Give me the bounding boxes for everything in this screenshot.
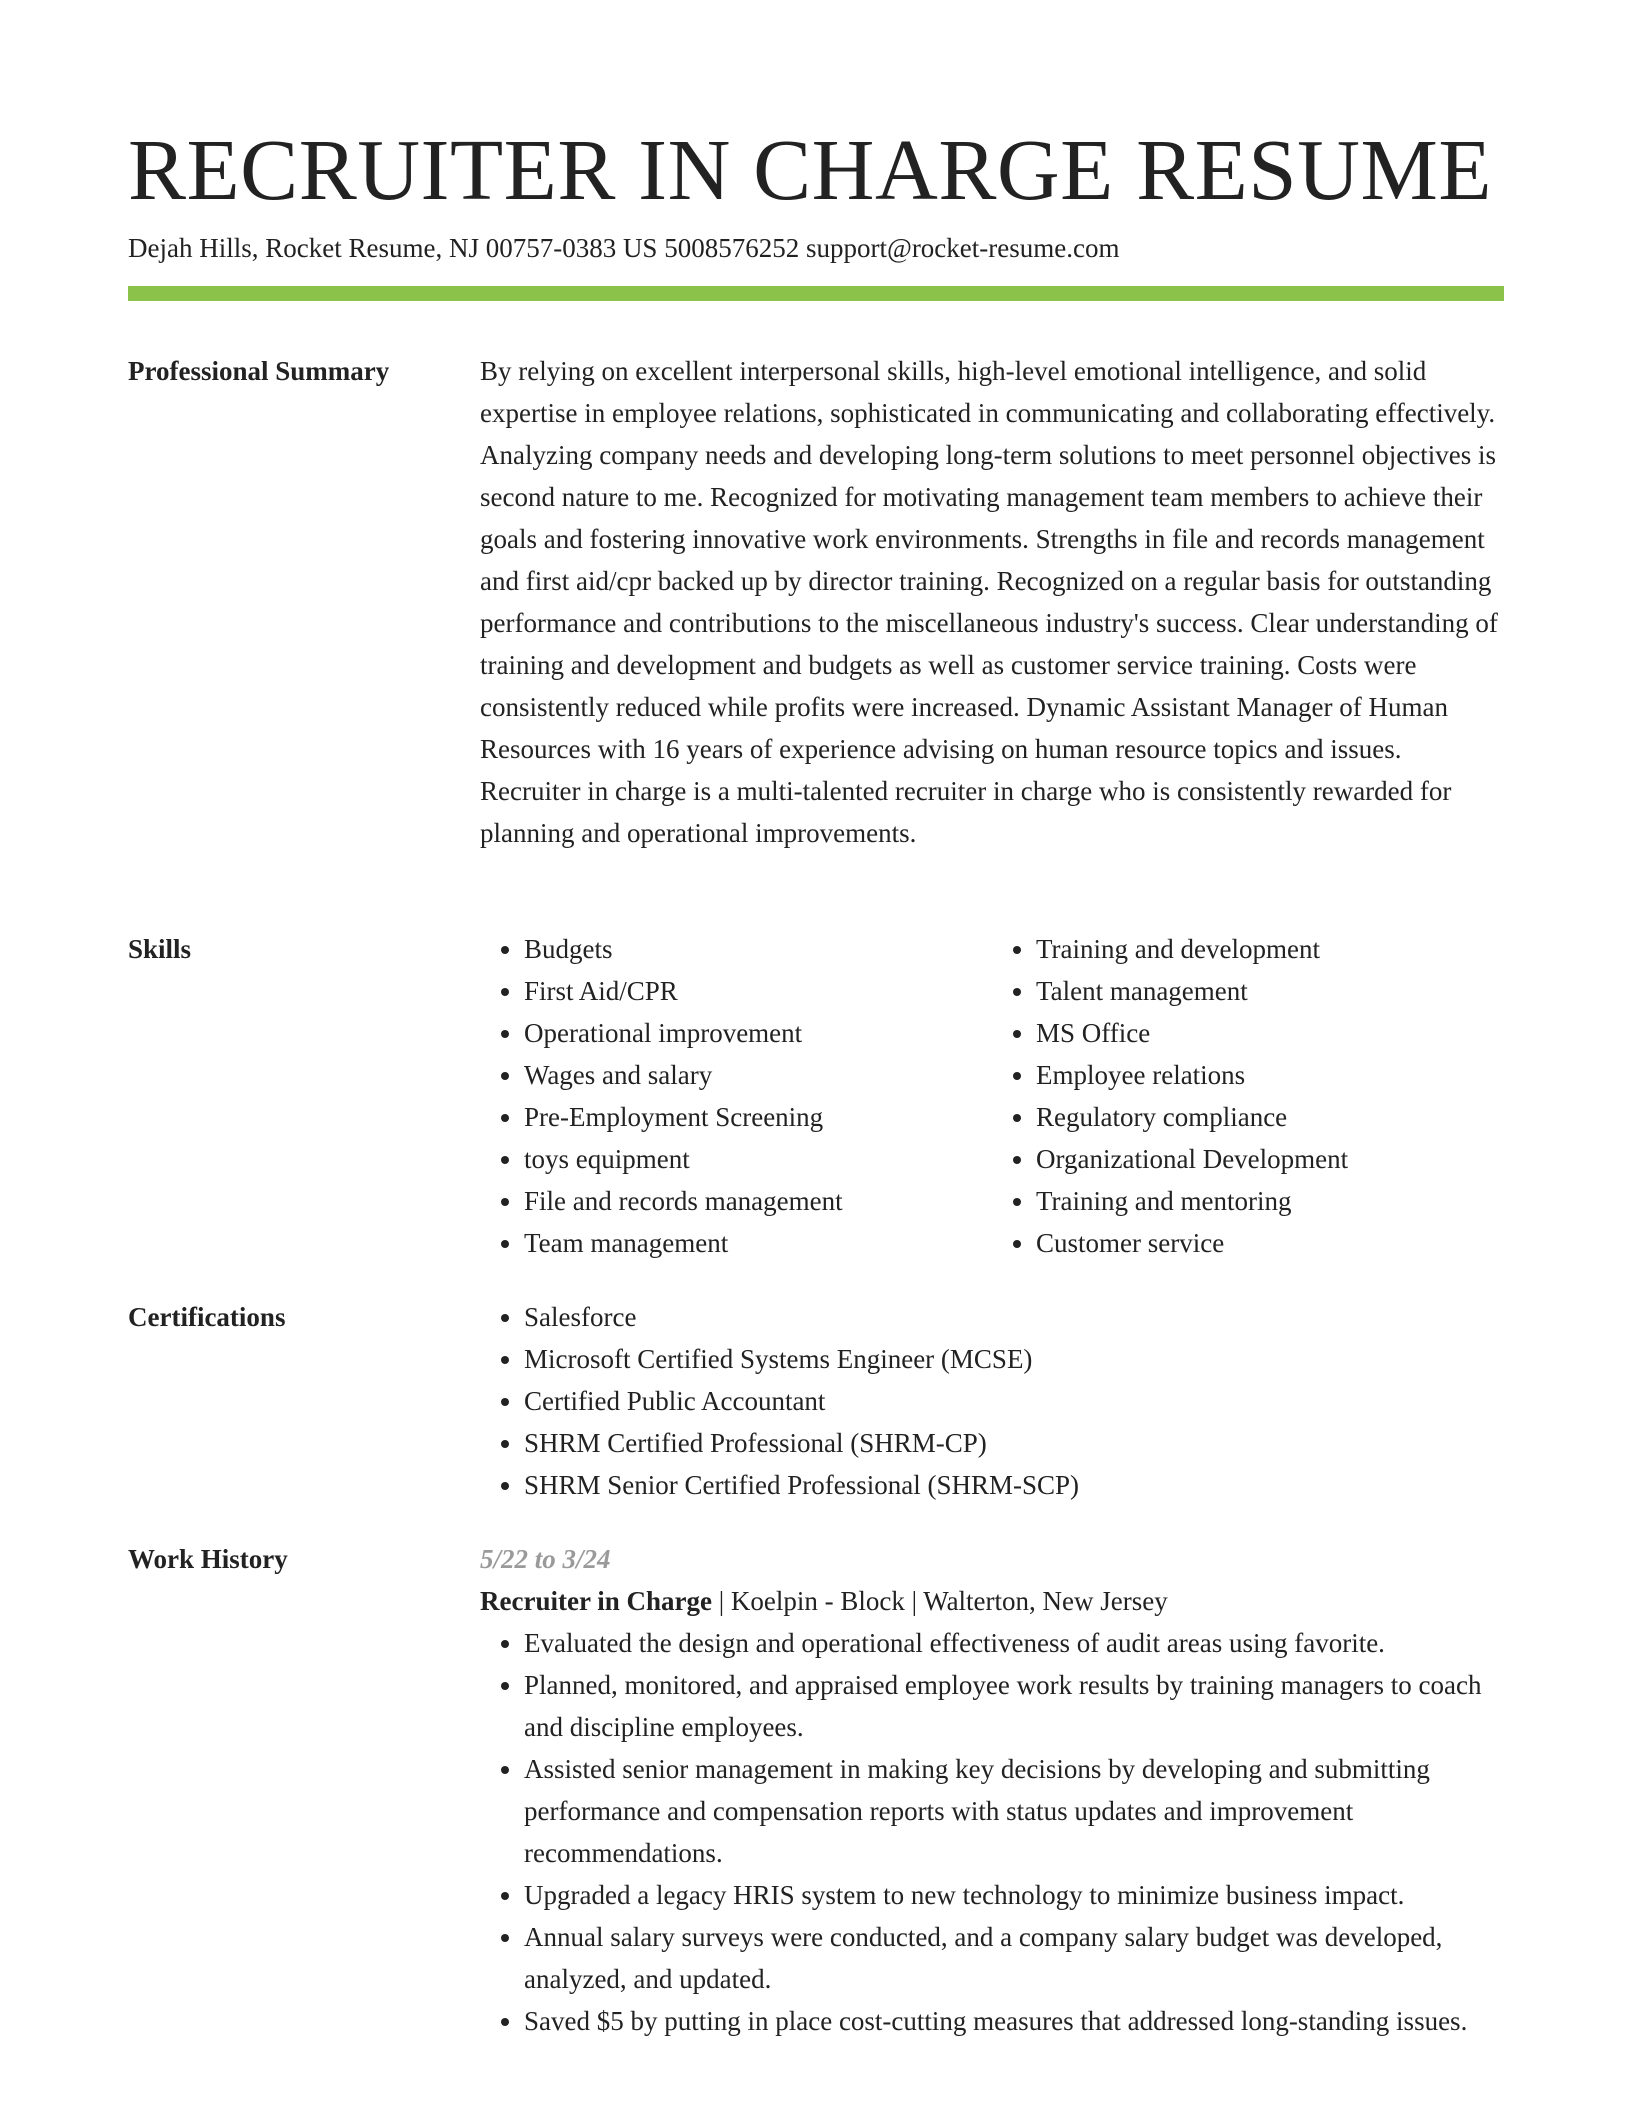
skill-item: • Training and mentoring (1036, 1180, 1504, 1222)
skill-item: • Training and development (1036, 928, 1504, 970)
skill-item: • Customer service (1036, 1222, 1504, 1264)
skill-item: • First Aid/CPR (524, 970, 992, 1012)
job-bullets (480, 1622, 1504, 2042)
job-bullet: • Assisted senior management in making key decisions by developing and submitting performance and compensation reports with status updates and improvement recommendations. (524, 1748, 1504, 1874)
summary-text: By relying on excellent interpersonal skills, high-level emotional intelligence, and solid expertise in employee relations, sophisticated in communicating and collaborating effectively. Analyzing company needs and developing long-term solutions to meet personnel objectives is second nature to me. Recognized for motivating management team members to achieve their goals and fostering innovative work environments. Strengths in file and records management and first aid/cpr backed up by director training. Recognized on a regular basis for outstanding performance and contributions to the miscellaneous industry's success. Clear understanding of training and development and budgets as well as customer service training. Costs were consistently reduced while profits were increased. Dynamic Assistant Manager of Human Resources with 16 years of experience advising on human resource topics and issues. Recruiter in charge is a multi-talented recruiter in charge who is consistently rewarded for planning and operational improvements. (480, 356, 1498, 848)
job-bullet: • Annual salary surveys were conducted, and a company salary budget was developed, analyzed, and updated. (524, 1916, 1504, 2000)
skill-item: • Organizational Development (1036, 1138, 1504, 1180)
certification-item: • Salesforce (524, 1296, 1504, 1338)
job-title: Recruiter in Charge (480, 1586, 712, 1616)
contact-line: Dejah Hills, Rocket Resume, NJ 00757-0383 US 5008576252 support@rocket-resume.com (128, 233, 1120, 263)
resume-title: RECRUITER IN CHARGE RESUME (128, 121, 1492, 218)
skills-list-right (992, 928, 1504, 1264)
certifications-list (480, 1296, 1504, 1506)
skill-item: • Budgets (524, 928, 992, 970)
skill-item: • toys equipment (524, 1138, 992, 1180)
skill-item: • Talent management (1036, 970, 1504, 1012)
skill-item: • Wages and salary (524, 1054, 992, 1096)
job-bullet: • Upgraded a legacy HRIS system to new technology to minimize business impact. (524, 1874, 1504, 1916)
job-bullet: • Saved $5 by putting in place cost-cutting measures that addressed long-standing issues. (524, 2000, 1504, 2042)
certification-item: • Certified Public Accountant (524, 1380, 1504, 1422)
summary-heading: Professional Summary (128, 356, 390, 386)
job-heading-line (480, 1580, 1504, 1622)
skill-item: • File and records management (524, 1180, 992, 1222)
job-entry (480, 1538, 1504, 2042)
skill-item: • Pre-Employment Screening (524, 1096, 992, 1138)
certification-item: • SHRM Senior Certified Professional (SHRM-SCP) (524, 1464, 1504, 1506)
accent-divider (128, 286, 1504, 301)
summary-body (480, 350, 1504, 854)
certifications-body (480, 1296, 1504, 1506)
certification-item: • SHRM Certified Professional (SHRM-CP) (524, 1422, 1504, 1464)
work-history-heading: Work History (128, 1544, 288, 1574)
job-bullet: • Evaluated the design and operational effectiveness of audit areas using favorite. (524, 1622, 1504, 1664)
skill-item: • MS Office (1036, 1012, 1504, 1054)
job-company-location: | Koelpin - Block | Walterton, New Jersey (711, 1586, 1168, 1616)
job-bullet: • Planned, monitored, and appraised employee work results by training managers to coach and discipline employees. (524, 1664, 1504, 1748)
skill-item: • Team management (524, 1222, 992, 1264)
skills-list-left (480, 928, 992, 1264)
certification-item: • Microsoft Certified Systems Engineer (MCSE) (524, 1338, 1504, 1380)
skill-item: • Operational improvement (524, 1012, 992, 1054)
certifications-heading: Certifications (128, 1302, 286, 1332)
work-history-body (480, 1538, 1504, 2042)
skill-item: • Employee relations (1036, 1054, 1504, 1096)
skills-body (480, 928, 1504, 1264)
skill-item: • Regulatory compliance (1036, 1096, 1504, 1138)
job-dates: 5/22 to 3/24 (480, 1544, 611, 1574)
skills-heading: Skills (128, 934, 192, 964)
